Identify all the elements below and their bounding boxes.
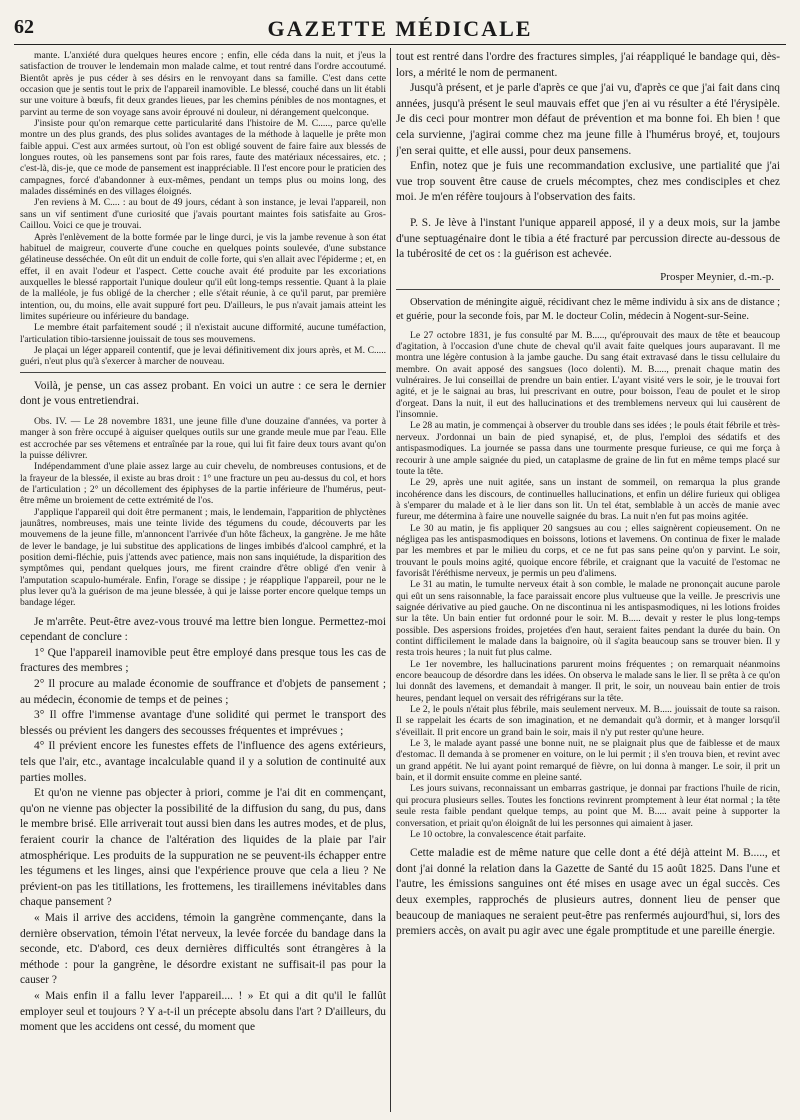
paragraph: Je m'arrête. Peut-être avez-vous trouvé ma lettre bien longue. Permettez-moi cependant de conclure : (20, 615, 386, 644)
left-column (20, 50, 386, 1110)
paragraph: Et qu'on ne vienne pas objecter à priori, comme je l'ai dit en commençant, qu'on ne vienne pas objecter la possibilité de la diffusion du sang, du pus, dans le membre brisé. Elle arriverait tout aussi bien dans les autres modes, et de plus, feraient courir la chance de l'altération des liquides de la plaie par l'air atmosphérique. Les produits de la suppuration ne se peuvent-ils échapper entre les tégumens et les linges, ainsi que l'expérience prouve que cela a lieu ? Ne prévient-on pas les titillations, les frottemens, les tiraillemens inévitables dans chaque pansement ? (20, 787, 386, 909)
paragraph: « Mais il arrive des accidens, témoin la gangrène commençante, dans la dernière observation, témoin l'état nerveux, la levée forcée du bandage dans la seconde, etc. D'abord, ces deux dernières difficultés sont étrangères à la méthode : pour la gangrène, le désordre existant ne suffisait-il pas pour la causer ? (20, 911, 386, 987)
journal-title: GAZETTE MÉDICALE (267, 16, 533, 41)
paragraph: Le membre était parfaitement soudé ; il n'existait aucune difformité, aucune tuméfaction, l'articulation tibio-tarsienne jouissait de tous ses mouvemens. (20, 322, 386, 345)
paragraph: mante. L'anxiété dura quelques heures encore ; enfin, elle céda dans la nuit, et j'eus la satisfaction de trouver le lendemain mon malade calme, et tout rentré dans l'ordre accoutumé. Bientôt après je pus céder à ses désirs en le renvoyant dans sa famille. C'est dans cette occasion que je sentis tout le prix de l'appareil inamovible. Le blessé, couché dans un lit établi sur une voiture à bœufs, fit deux grandes lieues, par les chemins pénibles de nos montagnes, et parvint au terme de son voyage sans avoir éprouvé ni douleur, ni dérangement quelconque. (20, 50, 386, 118)
paragraph: Cette maladie est de même nature que celle dont a été déjà atteint M. B....., et dont j'ai donné la relation dans la Gazette de Santé du 15 août 1825. Dans l'une et l'autre, les émissions sanguines ont été mises en usage avec un égal succès. Ces deux exemples, rapprochés de plusieurs autres, donnent lieu de penser que beaucoup de maniaques ne seraient peut-être pas renfermés aujourd'hui, si, lors des premiers accès, on avait pu agir avec une égale promptitude et une pareille énergie. (396, 847, 780, 938)
paragraph: « Mais enfin il a fallu lever l'appareil.... ! » Et qui a dit qu'il le fallût employer seul et toujours ? Y a-t-il un précepte absolu dans l'art ? D'ailleurs, du moment que les accidens ont cessé, du moment que (20, 989, 386, 1034)
paragraph: 4° Il prévient encore les funestes effets de l'influence des agens extérieurs, tels que l'air, etc., avantage incalculable quand il y a solution de continuité aux parties molles. (20, 740, 386, 784)
paragraph: 2° Il procure au malade économie de souffrance et d'objets de pansement ; au médecin, économie de temps et de peines ; (20, 678, 386, 706)
author-signature: Prosper Meynier, d.-m.-p. (660, 270, 774, 283)
observation-title: Observation de méningite aiguë, récidivant chez le même individu à six ans de distance ; et guérie, pour la seconde fois, par M. le docteur Colin, médecin à Nogent-sur-Seine. (396, 296, 780, 322)
paragraph: P. S. Je lève à l'instant l'unique appareil apposé, il y a deux mois, sur la jambe d'une septuagénaire dont le tibia a été fracturé par percussion directe au-dessous de la tubérosité de cet os : la guérison est achevée. (396, 216, 780, 261)
paragraph: Le 30 au matin, je fis appliquer 20 sangsues au cou ; elles saignèrent copieusement. On ne négligea pas les antispasmodiques en boissons, lotions et lavemens. On continua de fixer le malade par les membres et par le milieu du corps, et ce ne fut pas sans peine qu'on y parvint. Le soir, trouvant le pouls moins agité, quoique encore fébrile, et craignant que la vacuité de l'estomac ne favorisât l'éréthisme nerveux, je permis un peu d'alimens. (396, 522, 780, 579)
paragraph: Le 31 au matin, le tumulte nerveux était à son comble, le malade ne prononçait aucune parole qui eût un sens raisonnable, la face paraissait encore plus vultueuse que la veille. Je prescrivis une saignée dérivative au pied gauche. On ne discontinua ni les antispasmodiques, ni les lotions froides sur la tête. Un bain entier fut ordonné pour le soir. M. B..... devait y rester le plus long-temps possible. Des aspersions froides, projetées d'en haut, seraient faites pendant la durée du bain. On contint difficilement le malade dans la baignoire, où il s'agita beaucoup sans se trouver bien. Il y resta trois heures ; la nuit fut plus calme. (396, 579, 780, 659)
paragraph: Le 2, le pouls n'était plus fébrile, mais seulement nerveux. M. B..... jouissait de toute sa raison. Il se rappelait les écarts de son imagination, et ne demandait qu'à dormir, et à manger lorsqu'il s'éveillait. Il prit encore un grand bain le soir, mais il n'y put rester qu'une heure. (396, 704, 780, 738)
paragraph: Le 29, après une nuit agitée, sans un instant de sommeil, on remarqua la plus grande incohérence dans les discours, de continuelles hallucinations, et enfin un délire furieux qui obligea à s'emparer du malade et à le lier dans son lit. Un tel état, semblable à un accès de manie avec fureur, me détermina à faire une nouvelle saignée du bras. La nuit n'en fut pas moins agitée. (396, 477, 780, 523)
paragraph: tout est rentré dans l'ordre des fractures simples, j'ai réappliqué le bandage qui, dès-lors, a mérité le nom de permanent. (396, 51, 780, 79)
section-rule (20, 372, 386, 373)
paragraph: J'insiste pour qu'on remarque cette particularité dans l'histoire de M. C....., parce qu'elle montre un des plus grands, des plus solides avantages de la méthode à laquelle je prête mon faible appui. C'est aux armées surtout, où l'on est obligé souvent de faire faire aux blessés de longues routes, où les pansemens sont par fois rares, faute des matériaux nécessaires, etc. ; c'est-là, dis-je, que ce mode de pansement est inappréciable. Il l'est encore pour le praticien des campagnes, forcé d'abandonner à eux-mêmes, pendant un temps plus ou moins long, des malades disséminés en des villages éloignés. (20, 118, 386, 198)
paragraph: Le 1er novembre, les hallucinations parurent moins fréquentes ; on remarquait néanmoins encore beaucoup de désordre dans les idées. On observa le malade sans le lier. Il se prêta à ce qu'on lui donnât des lavemens, et demandait à manger. Il prit, le soir, un nouveau bain entier de trois heures, pendant lequel on versait des réfrigérans sur la tête. (396, 658, 780, 704)
header-rule (14, 44, 786, 45)
spacer (396, 206, 780, 216)
paragraph: Les jours suivans, reconnaissant un embarras gastrique, je donnai par fractions l'huile de ricin, qui procura plusieurs selles. Toutes les fonctions revinrent promptement à leur état normal ; la tête seule resta faible pendant quelque temps, au point que M. B..... avait peine à supporter la conversation, et priait qu'on éloignât de lui les personnes qui aimaient à jaser. (396, 783, 780, 829)
paragraph: Obs. IV. — Le 28 novembre 1831, une jeune fille d'une douzaine d'années, va porter à manger à son frère occupé à aiguiser quelques outils sur une grande meule mue par l'eau. Elle est accrochée par ses vêtemens et entraînée par la roue, qui lui fit faire deux tours avant qu'on la puisse délivrer. (20, 415, 386, 461)
paragraph: Le 28 au matin, je commençai à observer du trouble dans ses idées ; le pouls était fébrile et très-nerveux. J'ordonnai un bain de pied synapisé, et, de plus, l'emploi des sédatifs et des antispasmodiques. La journée se passa dans une tourmente presque furieuse, ce qui me força à recourir à une ample saignée du pied, un cataplasme de graine de lin fut en même temps placé sur toute la tête. (396, 420, 780, 477)
page-number: 62 (14, 16, 34, 38)
section-rule (396, 289, 780, 290)
paragraph: Le 27 octobre 1831, je fus consulté par M. B....., qu'éprouvait des maux de tête et beaucoup d'agitation, à l'occasion d'une chute de cheval qu'il avait faite quelques jours auparavant. Il me montra une légère contusion à la jambe gauche. Du sang était extravasé dans le tissu cellulaire du membre. On avait apposé des sangsues (loco dolenti). M. B....., prenait chaque matin des vulnéraires. Je lui conseillai de prendre un bain entier. L'ayant visité vers le soir, je le trouvai fort agité, et je le saignai au bras, lui prescrivant en outre, pour boisson, l'eau de poulet et le sirop d'orgeat. Dans la nuit, il eut des hallucinations et des tremblemens nerveux qui lui causèrent de l'insomnie. (396, 329, 780, 421)
paragraph: Après l'enlèvement de la botte formée par le linge durci, je vis la jambe revenue à son état habituel de maigreur, couverte d'une couche en quelques points soulevée, d'une substance gélatineuse desséchée. On eût dit un enduit de colle forte, qui s'en allait avec l'épiderme ; et, en effet, il en avait l'odeur et l'aspect. Cette couche avait été produite par les excoriations auxquelles le blessé rapportait l'unique douleur qu'il eût long-temps ressentie. Quant à la plaie de la malléole, je fus obligé de la chercher ; elle s'était réunie, à ce qu'il parut, par première intention, ou, du moins, elle avait suppuré fort peu. D'ailleurs, le pus n'avait jamais atteint les limites supérieure ou inférieure du bandage. (20, 231, 386, 322)
paragraph: Voilà, je pense, un cas assez probant. En voici un autre : ce sera le dernier dont je vous entretiendrai. (20, 379, 386, 408)
paragraph: 1° Que l'appareil inamovible peut être employé dans presque tous les cas de fractures des membres ; (20, 646, 386, 675)
paragraph: Enfin, notez que je fuis une recommandation exclusive, une partialité que j'ai vue trop souvent être cause de cruels mécomptes, chez mes condisciples et chez moi. Je m'en réfère toujours à l'observation des faits. (396, 160, 780, 204)
paragraph: J'en reviens à M. C.... : au bout de 49 jours, cédant à son instance, je levai l'appareil, non sans un vif sentiment d'une curiosité que j'avais pourtant maintes fois satisfaite au Gros-Caillou. Voici ce que je trouvai. (20, 197, 386, 232)
right-column (396, 50, 780, 1110)
paragraph: Indépendamment d'une plaie assez large au cuir chevelu, de nombreuses contusions, et de la frayeur de la blessée, il existe au bras droit : 1° une fracture un peu au-dessus du col, et hors de l'articulation ; 2° un décollement des épiphyses de la partie inférieure de l'humérus, peut-être même un broiement de cette extrémité de l'os. (20, 461, 386, 507)
page-header (14, 8, 786, 42)
paragraph: 3° Il offre l'immense avantage d'une solidité qui permet le transport des blessés ou prévient les dangers des secousses fréquentes et imprévues ; (20, 709, 386, 737)
paragraph: Je plaçai un léger appareil contentif, que je levai définitivement dix jours après, et M. C..... guéri, n'eut plus qu'à s'exercer à marcher de nouveau. (20, 344, 386, 368)
paragraph: J'applique l'appareil qui doit être permanent ; mais, le lendemain, l'apparition de phlyctènes jaunâtres, nombreuses, mais une teinte livide des tégumens du coude, découverts par les mouvemens de la jeune fille, m'annoncent l'arrivée d'un hôte fâcheux, la gangrène. Je me hâte de lever le bandage, je lui substitue des applications de linges imbibés d'alcool camphré, et la position demi-fléchie, puis j'attends avec patience, mais non sans inquiétude, la disparition des symptômes qui, pendant quelques jours, me firent craindre d'être obligé d'en venir à l'amputation scapulo-humérale. Enfin, l'orage se dissipe ; je réapplique l'appareil, pour ne le plus lever qu'à la guérison de ma jeune blessée, à qui je laisse porter encore quelque temps un bandage léger. (20, 506, 386, 609)
paragraph: Le 10 octobre, la convalescence était parfaite. (410, 828, 586, 840)
column-divider (390, 48, 391, 1112)
paragraph: Jusqu'à présent, et je parle d'après ce que j'ai vu, d'après ce que j'ai fait dans cinq années, jusqu'à présent le seul mauvais effet que j'en ai vu résulter a été l'érysipèle. Je dis ceci pour montrer mon défaut de prévention et ma bonne foi. Eh bien ! que cela survienne, j'agirai comme chez ma jeune fille à l'humérus broyé, et, toujours j'en serai quitte, et elle aussi, pour deux pansemens. (396, 82, 780, 157)
paragraph: Le 3, le malade ayant passé une bonne nuit, ne se plaignait plus que de faiblesse et de maux d'estomac. Il demanda à se promener en voiture, on le lui permit ; il s'en trouva bien, et revint avec un grand appétit. Ne lui ayant point remarqué de fièvre, on lui donna à manger. Le soir, il prit un bain, et il dormit ensuite comme en pleine santé. (396, 738, 780, 784)
